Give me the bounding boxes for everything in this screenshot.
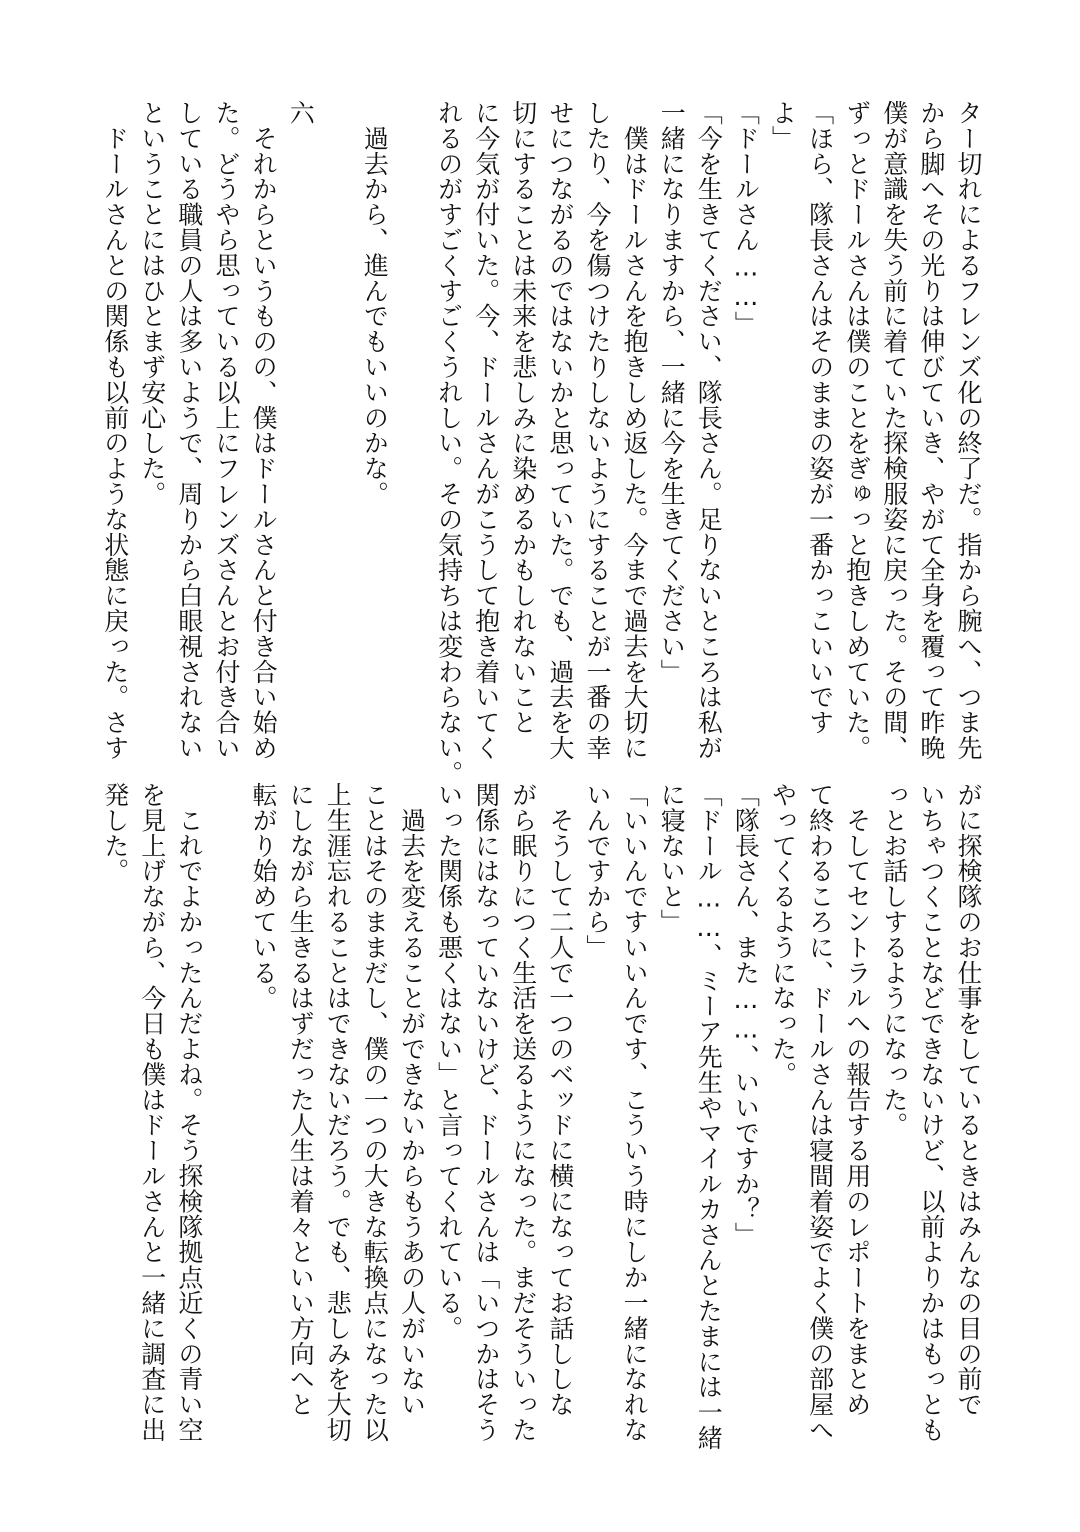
text-line: これでよかったんだよね。そう探検隊拠点近くの青い空 xyxy=(174,782,204,1443)
text-line: そしてセントラルへの報告する用のレポートをまとめ xyxy=(842,782,872,1417)
text-line: 「いいんですいいんです、こういう時にしか一緒になれな xyxy=(620,782,650,1443)
text-line: 関係にはなっていないけど、ドールさんは「いつかはそう xyxy=(471,782,501,1443)
text-line: 僕はドールさんを抱きしめ返した。今まで過去を大切に xyxy=(620,100,650,761)
text-line: 転がり始めている。 xyxy=(249,782,279,1011)
text-line: がに探検隊のお仕事をしているときはみんなの目の前で xyxy=(954,782,983,1417)
text-line: それからというものの、僕はドールさんと付き合い始め xyxy=(249,100,279,761)
text-line: 僕が意識を失う前に着ていた探検服姿に戻った。その間、 xyxy=(879,100,909,761)
text-line: た。どうやら思っている以上にフレンズさんとお付き合い xyxy=(212,100,241,761)
text-line: せにつながるのではないかと思っていた。でも、過去を大 xyxy=(545,100,575,761)
text-line: に今気が付いた。今、ドールさんがこうして抱き着いてく xyxy=(471,100,501,761)
text-line: 「ほら、隊長さんはそのままの姿が一番かっこいいです xyxy=(805,100,835,735)
text-line: を見上げながら、今日も僕はドールさんと一緒に調査に出 xyxy=(137,782,167,1443)
text-line: よ」 xyxy=(768,100,798,151)
text-line: やってくるようになった。 xyxy=(768,782,798,1087)
text-line: 切にすることは未来を悲しみに染めるかもしれないこと xyxy=(508,100,538,735)
text-line: ことはそのままだし、僕の一つの大きな転換点になった以 xyxy=(360,782,390,1443)
chapter-heading: 六 xyxy=(286,100,316,126)
text-line: て終わるころに、ドールさんは寝間着姿でよく僕の部屋へ xyxy=(805,782,835,1443)
text-line: にしながら生きるはずだった人生は着々といい方向へと xyxy=(286,782,316,1417)
text-line: いんですから」 xyxy=(583,782,612,960)
text-line: 上生涯忘れることはできないだろう。でも、悲しみを大切 xyxy=(323,782,353,1443)
text-line: 発した。 xyxy=(100,782,130,884)
text-line: そうして二人で一つのベッドに横になってお話ししな xyxy=(545,782,575,1417)
text-line: っとお話しするようになった。 xyxy=(879,782,909,1138)
text-line: ということにはひとまず安心した。 xyxy=(137,100,167,507)
text-line: 「ドール……、ミーア先生やマイルカさんとたまには一緒 xyxy=(694,782,724,1451)
text-line: ドールさんとの関係も以前のような状態に戻った。さす xyxy=(100,100,130,761)
text-line: している職員の人は多いようで、周りから白眼視されない xyxy=(174,100,204,761)
text-line: ずっとドールさんは僕のことをぎゅっと抱きしめていた。 xyxy=(842,100,872,761)
text-line: したり、今を傷つけたりしないようにすることが一番の幸 xyxy=(583,100,612,761)
text-line: 「ドールさん……」 xyxy=(731,100,761,337)
text-line: 「隊長さん、また……、いいですか？」 xyxy=(731,782,761,1248)
text-line: がら眠りにつく生活を送るようになった。まだそういった xyxy=(508,782,538,1443)
text-line: 一緒になりますから、一緒に今を生きてください」 xyxy=(657,100,687,685)
text-line: 「今を生きてください、隊長さん。足りないところは私が xyxy=(694,100,724,761)
text-line: 過去を変えることができないからもうあの人がいない xyxy=(397,782,427,1417)
text-line: いちゃつくことなどできないけど、以前よりかはもっとも xyxy=(916,782,946,1443)
text-line: れるのがすごくすごくうれしい。その気持ちは変わらない。 xyxy=(434,100,464,786)
text-line: 過去から、進んでもいいのかな。 xyxy=(360,100,390,507)
text-line: に寝ないと」 xyxy=(657,782,687,935)
text-line: ター切れによるフレンズ化の終了だ。指から腕へ、つま先 xyxy=(954,100,983,761)
text-line: いった関係も悪くはない」と言ってくれている。 xyxy=(434,782,464,1341)
text-line: から脚へその光りは伸びていき、やがて全身を覆って昨晩 xyxy=(916,100,946,761)
